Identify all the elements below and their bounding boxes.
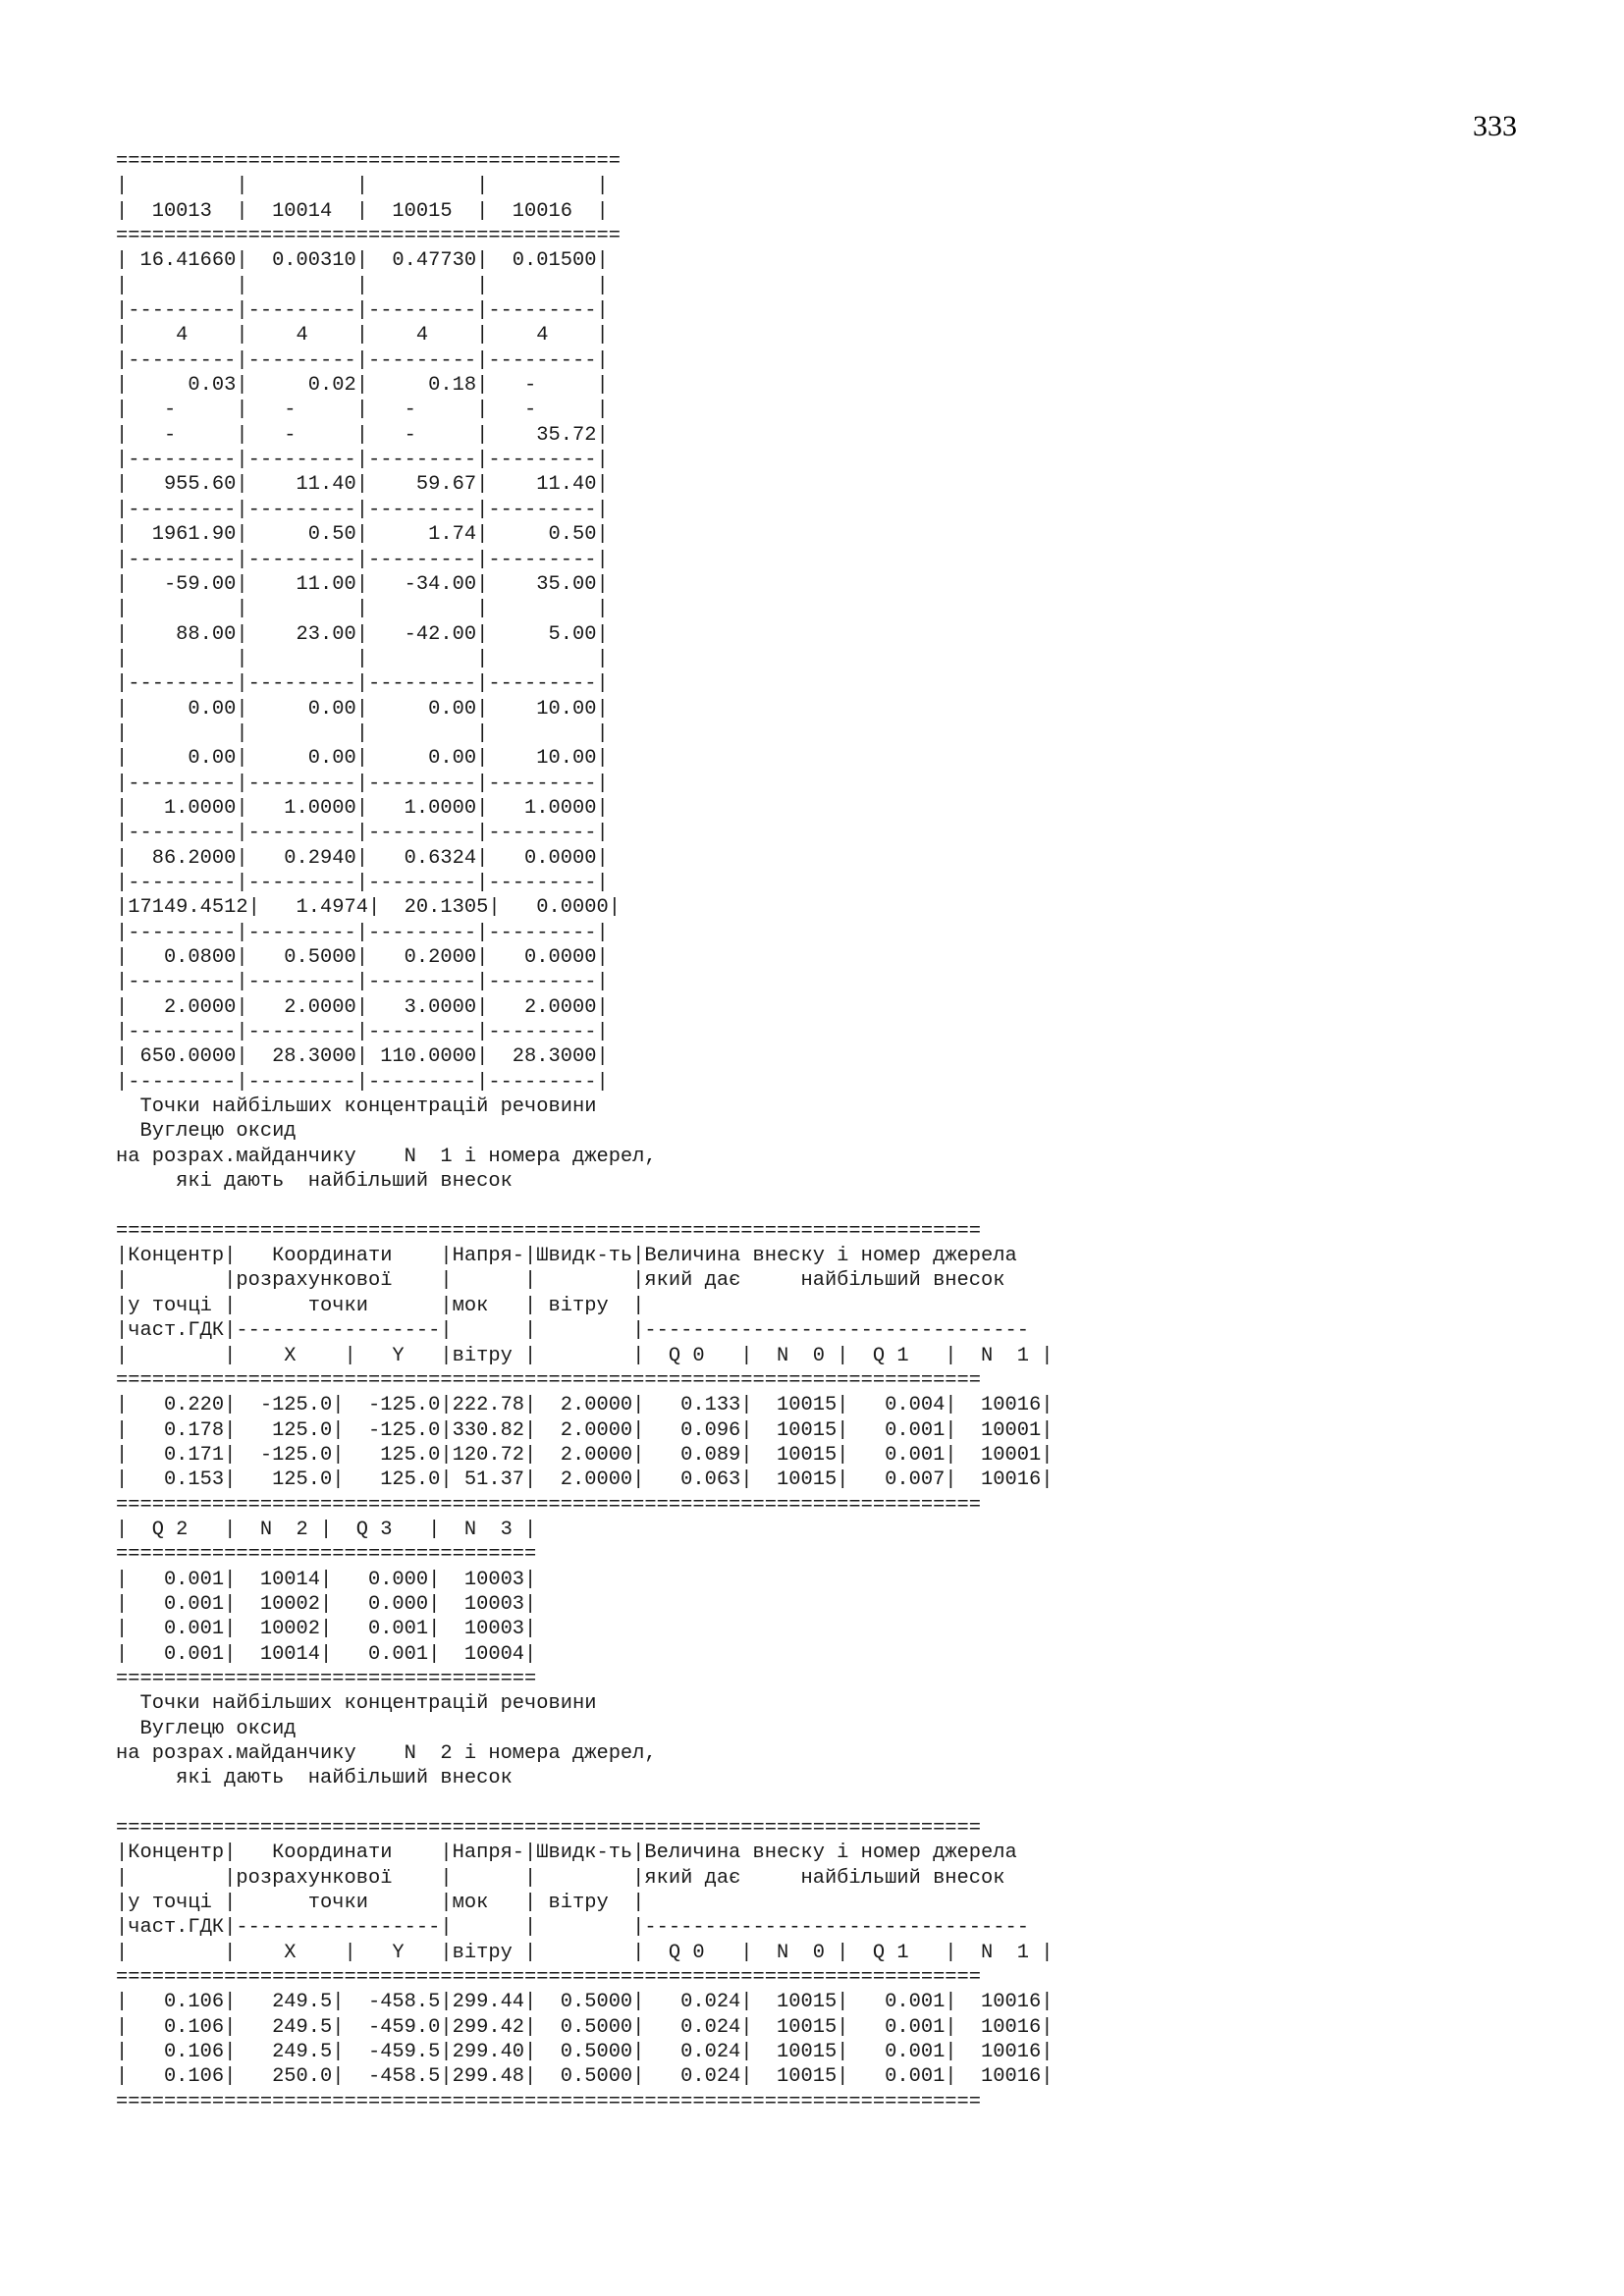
- printout-line: ========================================================================: [116, 1966, 982, 1990]
- printout-line: | 1961.90| 0.50| 1.74| 0.50|: [116, 523, 609, 547]
- printout-line: ==========================================: [116, 150, 621, 173]
- printout-line: ========================================================================: [116, 1817, 982, 1841]
- printout-line: | 0.001| 10014| 0.000| 10003|: [116, 1568, 537, 1591]
- printout-line: Вуглецю оксид: [116, 1120, 297, 1144]
- printout-line: | 0.220| -125.0| -125.0|222.78| 2.0000| 0.133| 10015| 0.004| 10016|: [116, 1394, 1054, 1417]
- printout-line: | 955.60| 11.40| 59.67| 11.40|: [116, 473, 609, 497]
- printout-line: | | | | |: [116, 598, 609, 621]
- printout-line: |у точці | точки |мок | вітру |: [116, 1892, 645, 1915]
- printout-line: | 0.0800| 0.5000| 0.2000| 0.0000|: [116, 946, 609, 969]
- printout-line: | 650.0000| 28.3000| 110.0000| 28.3000|: [116, 1045, 609, 1069]
- printout-line: ========================================================================: [116, 1368, 982, 1392]
- printout-line: ===================================: [116, 1667, 537, 1690]
- printout-line: | | | | |: [116, 721, 609, 745]
- printout-line: | 0.153| 125.0| 125.0| 51.37| 2.0000| 0.063| 10015| 0.007| 10016|: [116, 1468, 1054, 1492]
- printout-line: | - | - | - | 35.72|: [116, 423, 609, 447]
- printout-line: | 0.106| 249.5| -458.5|299.44| 0.5000| 0.024| 10015| 0.001| 10016|: [116, 1991, 1054, 2014]
- printout-line: ========================================================================: [116, 2090, 982, 2113]
- printout-line: | -59.00| 11.00| -34.00| 35.00|: [116, 572, 609, 596]
- printout-line: |---------|---------|---------|---------|: [116, 1070, 609, 1094]
- printout-line: | | | | |: [116, 647, 609, 670]
- printout-line: [116, 1194, 1053, 1218]
- printout-line: | 0.178| 125.0| -125.0|330.82| 2.0000| 0.096| 10015| 0.001| 10001|: [116, 1418, 1054, 1442]
- printout-line: |Концентр| Координати |Напря-|Швидк-ть|Величина внеску і номер джерела: [116, 1245, 1017, 1268]
- printout-line: | |розрахункової | | |який дає найбільший внесок: [116, 1269, 1005, 1293]
- printout-line: | 0.106| 250.0| -458.5|299.48| 0.5000| 0.024| 10015| 0.001| 10016|: [116, 2065, 1054, 2089]
- printout-line: ========================================================================: [116, 1219, 982, 1243]
- printout-line: |---------|---------|---------|---------|: [116, 498, 609, 521]
- printout-line: | 0.001| 10002| 0.001| 10003|: [116, 1618, 537, 1641]
- printout-line: |17149.4512| 1.4974| 20.1305| 0.0000|: [116, 896, 621, 920]
- printout-line: | 1.0000| 1.0000| 1.0000| 1.0000|: [116, 796, 609, 820]
- printout-line: на розрах.майданчику N 1 і номера джерел,: [116, 1145, 657, 1168]
- printout-line: |---------|---------|---------|---------|: [116, 921, 609, 944]
- printout-line: |---------|---------|---------|---------|: [116, 548, 609, 571]
- printout-line: | 0.171| -125.0| 125.0|120.72| 2.0000| 0.089| 10015| 0.001| 10001|: [116, 1443, 1054, 1467]
- printout-line: які дають найбільший внесок: [116, 1767, 513, 1790]
- printout-line: | | | | |: [116, 175, 609, 198]
- printout-line: | 0.106| 249.5| -459.0|299.42| 0.5000| 0.024| 10015| 0.001| 10016|: [116, 2015, 1054, 2039]
- printout-line: | | | | |: [116, 274, 609, 297]
- printout-line: | 10013 | 10014 | 10015 | 10016 |: [116, 199, 609, 223]
- printout-line: |---------|---------|---------|---------|: [116, 1021, 609, 1044]
- printout-line: | 86.2000| 0.2940| 0.6324| 0.0000|: [116, 846, 609, 870]
- printout-line: | 0.106| 249.5| -459.5|299.40| 0.5000| 0.024| 10015| 0.001| 10016|: [116, 2041, 1054, 2064]
- printout-line: |част.ГДК|-----------------| | |--------------------------------: [116, 1319, 1029, 1343]
- printout-line: на розрах.майданчику N 2 і номера джерел,: [116, 1742, 657, 1765]
- printout-line: | | X | Y |вітру | | Q 0 | N 0 | Q 1 | N 1 |: [116, 1344, 1054, 1367]
- printout-line: | 0.00| 0.00| 0.00| 10.00|: [116, 697, 609, 721]
- printout-line: |---------|---------|---------|---------|: [116, 971, 609, 994]
- printout-line: ===================================: [116, 1543, 537, 1567]
- printout-line: | Q 2 | N 2 | Q 3 | N 3 |: [116, 1518, 537, 1541]
- printout-line: ========================================================================: [116, 1493, 982, 1517]
- printout-line: | 0.001| 10002| 0.000| 10003|: [116, 1592, 537, 1616]
- page-number: 333: [1473, 110, 1517, 142]
- printout-line: | |розрахункової | | |який дає найбільший внесок: [116, 1866, 1005, 1890]
- printout-line: | | X | Y |вітру | | Q 0 | N 0 | Q 1 | N 1 |: [116, 1941, 1054, 1964]
- printout-line: | 2.0000| 2.0000| 3.0000| 2.0000|: [116, 995, 609, 1019]
- printout-line: ==========================================: [116, 225, 621, 248]
- printout-body: [116, 149, 1053, 2114]
- printout-line: | 0.001| 10014| 0.001| 10004|: [116, 1642, 537, 1666]
- printout-line: | 0.00| 0.00| 0.00| 10.00|: [116, 747, 609, 771]
- printout-line: |Концентр| Координати |Напря-|Швидк-ть|Величина внеску і номер джерела: [116, 1842, 1017, 1865]
- printout-line: |---------|---------|---------|---------|: [116, 672, 609, 696]
- printout-line: | 4 | 4 | 4 | 4 |: [116, 324, 609, 347]
- printout-line: Точки найбільших концентрацій речовини: [116, 1692, 597, 1716]
- printout-line: | 16.41660| 0.00310| 0.47730| 0.01500|: [116, 249, 609, 273]
- printout-line: |---------|---------|---------|---------|: [116, 772, 609, 795]
- printout-line: |---------|---------|---------|---------|: [116, 348, 609, 372]
- printout-line: |---------|---------|---------|---------|: [116, 299, 609, 323]
- printout-line: Вуглецю оксид: [116, 1717, 297, 1740]
- printout-line: Точки найбільших концентрацій речовини: [116, 1095, 597, 1119]
- printout-line: |---------|---------|---------|---------|: [116, 871, 609, 894]
- printout-line: |---------|---------|---------|---------|: [116, 822, 609, 845]
- printout-line: | 88.00| 23.00| -42.00| 5.00|: [116, 622, 609, 646]
- printout-line: |у точці | точки |мок | вітру |: [116, 1294, 645, 1317]
- printout-line: | - | - | - | - |: [116, 399, 609, 422]
- printout-line: | 0.03| 0.02| 0.18| - |: [116, 374, 609, 398]
- printout-line: які дають найбільший внесок: [116, 1170, 513, 1194]
- printout-line: |част.ГДК|-----------------| | |--------------------------------: [116, 1916, 1029, 1940]
- printout-line: [116, 1791, 1053, 1816]
- printout-line: |---------|---------|---------|---------|: [116, 449, 609, 472]
